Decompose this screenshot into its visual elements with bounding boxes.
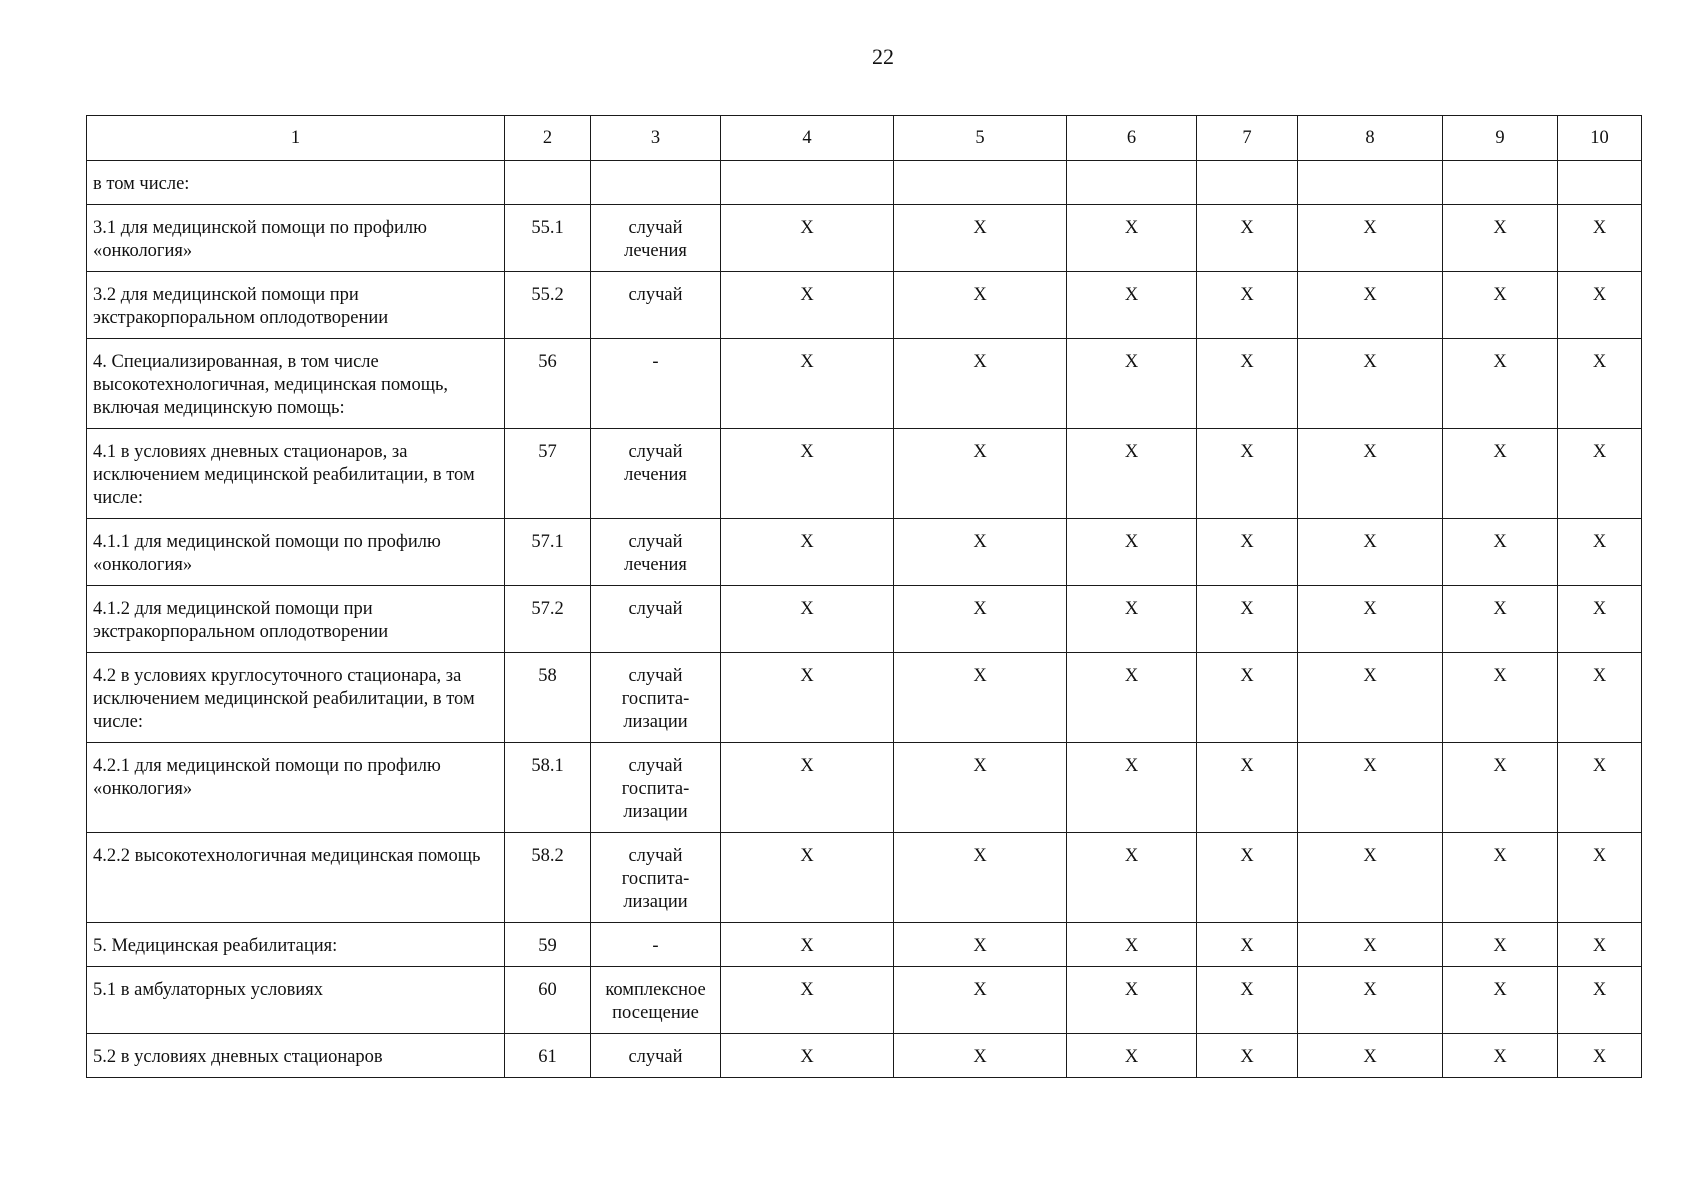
row-value-cell: X — [1558, 519, 1642, 586]
row-value-cell: X — [1558, 653, 1642, 743]
row-value-cell: X — [1298, 586, 1443, 653]
row-name-cell: 4.1 в условиях дневных стационаров, за исключением медицинской реабилитации, в том числе: — [87, 429, 505, 519]
row-name-cell: 5. Медицинская реабилитация: — [87, 923, 505, 967]
row-unit-cell: случай — [591, 1034, 721, 1078]
row-value-cell: X — [721, 205, 894, 272]
row-value-cell: X — [1197, 429, 1298, 519]
data-table — [86, 115, 1642, 1078]
row-name-cell: 5.1 в амбулаторных условиях — [87, 967, 505, 1034]
table-row — [87, 833, 1642, 923]
row-code-cell — [505, 161, 591, 205]
row-value-cell: X — [1558, 586, 1642, 653]
table-row — [87, 205, 1642, 272]
row-value-cell: X — [1067, 429, 1197, 519]
row-value-cell: X — [1298, 653, 1443, 743]
row-code-cell: 58 — [505, 653, 591, 743]
table-row — [87, 429, 1642, 519]
row-code-cell: 56 — [505, 339, 591, 429]
table-row — [87, 743, 1642, 833]
row-code-cell: 57.1 — [505, 519, 591, 586]
row-value-cell: X — [1298, 429, 1443, 519]
row-name-cell: 5.2 в условиях дневных стационаров — [87, 1034, 505, 1078]
row-value-cell: X — [1558, 1034, 1642, 1078]
row-value-cell: X — [894, 205, 1067, 272]
column-number: 2 — [505, 116, 591, 161]
row-unit-cell: случай лечения — [591, 205, 721, 272]
column-number: 1 — [87, 116, 505, 161]
row-value-cell: X — [894, 923, 1067, 967]
row-value-cell: X — [721, 923, 894, 967]
row-code-cell: 55.2 — [505, 272, 591, 339]
table-row — [87, 967, 1642, 1034]
row-value-cell: X — [1558, 272, 1642, 339]
row-value-cell: X — [721, 429, 894, 519]
row-name-cell: в том числе: — [87, 161, 505, 205]
row-value-cell: X — [1443, 833, 1558, 923]
row-unit-cell: случай — [591, 586, 721, 653]
row-value-cell: X — [1443, 272, 1558, 339]
row-value-cell: X — [721, 967, 894, 1034]
row-value-cell: X — [1558, 967, 1642, 1034]
row-value-cell: X — [1443, 653, 1558, 743]
row-value-cell: X — [1443, 586, 1558, 653]
row-value-cell: X — [1197, 272, 1298, 339]
column-number: 6 — [1067, 116, 1197, 161]
row-value-cell: X — [1443, 339, 1558, 429]
row-value-cell: X — [1443, 1034, 1558, 1078]
row-value-cell: X — [721, 586, 894, 653]
row-unit-cell: случай госпита-лизации — [591, 833, 721, 923]
row-value-cell: X — [1558, 429, 1642, 519]
table-row — [87, 519, 1642, 586]
row-code-cell: 60 — [505, 967, 591, 1034]
table-row — [87, 1034, 1642, 1078]
table-row — [87, 923, 1642, 967]
row-value-cell: X — [1443, 923, 1558, 967]
row-value-cell: X — [1067, 272, 1197, 339]
row-value-cell: X — [1067, 586, 1197, 653]
row-value-cell: X — [894, 1034, 1067, 1078]
row-value-cell: X — [1558, 339, 1642, 429]
row-value-cell: X — [1197, 586, 1298, 653]
row-value-cell — [1558, 161, 1642, 205]
row-unit-cell: случай лечения — [591, 519, 721, 586]
column-number: 4 — [721, 116, 894, 161]
row-name-cell: 4.1.2 для медицинской помощи при экстракорпоральном оплодотворении — [87, 586, 505, 653]
row-value-cell: X — [1558, 833, 1642, 923]
column-number: 3 — [591, 116, 721, 161]
row-value-cell: X — [721, 339, 894, 429]
row-value-cell: X — [894, 743, 1067, 833]
row-value-cell: X — [1558, 743, 1642, 833]
row-value-cell: X — [894, 429, 1067, 519]
row-value-cell — [1067, 161, 1197, 205]
row-value-cell: X — [894, 967, 1067, 1034]
row-value-cell: X — [1298, 1034, 1443, 1078]
row-value-cell: X — [1298, 519, 1443, 586]
row-unit-cell: - — [591, 923, 721, 967]
row-code-cell: 59 — [505, 923, 591, 967]
row-name-cell: 4.2.2 высокотехнологичная медицинская помощь — [87, 833, 505, 923]
row-value-cell: X — [1197, 339, 1298, 429]
column-number: 7 — [1197, 116, 1298, 161]
row-value-cell — [1197, 161, 1298, 205]
table-row — [87, 339, 1642, 429]
row-value-cell: X — [1067, 743, 1197, 833]
row-value-cell: X — [721, 653, 894, 743]
row-value-cell: X — [1197, 205, 1298, 272]
row-value-cell: X — [721, 1034, 894, 1078]
row-value-cell: X — [1443, 429, 1558, 519]
row-value-cell: X — [1443, 743, 1558, 833]
row-value-cell: X — [1067, 923, 1197, 967]
row-value-cell: X — [1067, 1034, 1197, 1078]
row-code-cell: 57.2 — [505, 586, 591, 653]
row-code-cell: 58.1 — [505, 743, 591, 833]
row-unit-cell: случай лечения — [591, 429, 721, 519]
row-value-cell: X — [1067, 519, 1197, 586]
table-row — [87, 272, 1642, 339]
row-name-cell: 3.2 для медицинской помощи при экстракорпоральном оплодотворении — [87, 272, 505, 339]
row-value-cell: X — [894, 339, 1067, 429]
table-row — [87, 586, 1642, 653]
row-value-cell: X — [1067, 967, 1197, 1034]
row-code-cell: 61 — [505, 1034, 591, 1078]
row-value-cell: X — [894, 586, 1067, 653]
row-value-cell: X — [1067, 339, 1197, 429]
column-number: 8 — [1298, 116, 1443, 161]
row-code-cell: 57 — [505, 429, 591, 519]
row-value-cell: X — [1298, 205, 1443, 272]
row-name-cell: 4.1.1 для медицинской помощи по профилю «онкология» — [87, 519, 505, 586]
row-code-cell: 55.1 — [505, 205, 591, 272]
row-value-cell: X — [1197, 519, 1298, 586]
row-value-cell: X — [894, 833, 1067, 923]
table-row — [87, 161, 1642, 205]
row-name-cell: 4. Специализированная, в том числе высокотехнологичная, медицинская помощь, включая медицинскую помощь: — [87, 339, 505, 429]
row-value-cell: X — [721, 519, 894, 586]
row-value-cell: X — [1197, 833, 1298, 923]
row-value-cell — [1443, 161, 1558, 205]
column-number: 9 — [1443, 116, 1558, 161]
row-value-cell: X — [894, 653, 1067, 743]
row-value-cell: X — [894, 272, 1067, 339]
page-number: 22 — [872, 44, 894, 69]
row-value-cell: X — [1197, 1034, 1298, 1078]
row-unit-cell: случай госпита-лизации — [591, 743, 721, 833]
column-number-row — [87, 116, 1642, 161]
row-value-cell: X — [1558, 205, 1642, 272]
row-value-cell: X — [1443, 519, 1558, 586]
row-value-cell: X — [1298, 833, 1443, 923]
column-number: 5 — [894, 116, 1067, 161]
row-name-cell: 4.2 в условиях круглосуточного стационара, за исключением медицинской реабилитации, в том числе: — [87, 653, 505, 743]
row-value-cell: X — [1067, 833, 1197, 923]
row-value-cell: X — [1197, 967, 1298, 1034]
row-value-cell: X — [1197, 923, 1298, 967]
row-value-cell: X — [894, 519, 1067, 586]
row-value-cell: X — [1443, 967, 1558, 1034]
row-value-cell — [721, 161, 894, 205]
row-value-cell: X — [1298, 967, 1443, 1034]
row-value-cell: X — [1298, 923, 1443, 967]
row-value-cell: X — [1197, 653, 1298, 743]
row-unit-cell — [591, 161, 721, 205]
row-unit-cell: - — [591, 339, 721, 429]
row-value-cell: X — [1558, 923, 1642, 967]
row-unit-cell: случай — [591, 272, 721, 339]
row-code-cell: 58.2 — [505, 833, 591, 923]
row-value-cell: X — [1067, 205, 1197, 272]
row-value-cell: X — [1443, 205, 1558, 272]
row-value-cell — [894, 161, 1067, 205]
row-value-cell: X — [1298, 339, 1443, 429]
column-number: 10 — [1558, 116, 1642, 161]
row-value-cell — [1298, 161, 1443, 205]
row-value-cell: X — [1298, 272, 1443, 339]
row-value-cell: X — [1067, 653, 1197, 743]
row-name-cell: 3.1 для медицинской помощи по профилю «онкология» — [87, 205, 505, 272]
row-name-cell: 4.2.1 для медицинской помощи по профилю «онкология» — [87, 743, 505, 833]
row-value-cell: X — [1298, 743, 1443, 833]
row-value-cell: X — [721, 743, 894, 833]
row-unit-cell: комплексное посещение — [591, 967, 721, 1034]
row-value-cell: X — [721, 833, 894, 923]
table-row — [87, 653, 1642, 743]
row-value-cell: X — [1197, 743, 1298, 833]
row-unit-cell: случай госпита-лизации — [591, 653, 721, 743]
row-value-cell: X — [721, 272, 894, 339]
